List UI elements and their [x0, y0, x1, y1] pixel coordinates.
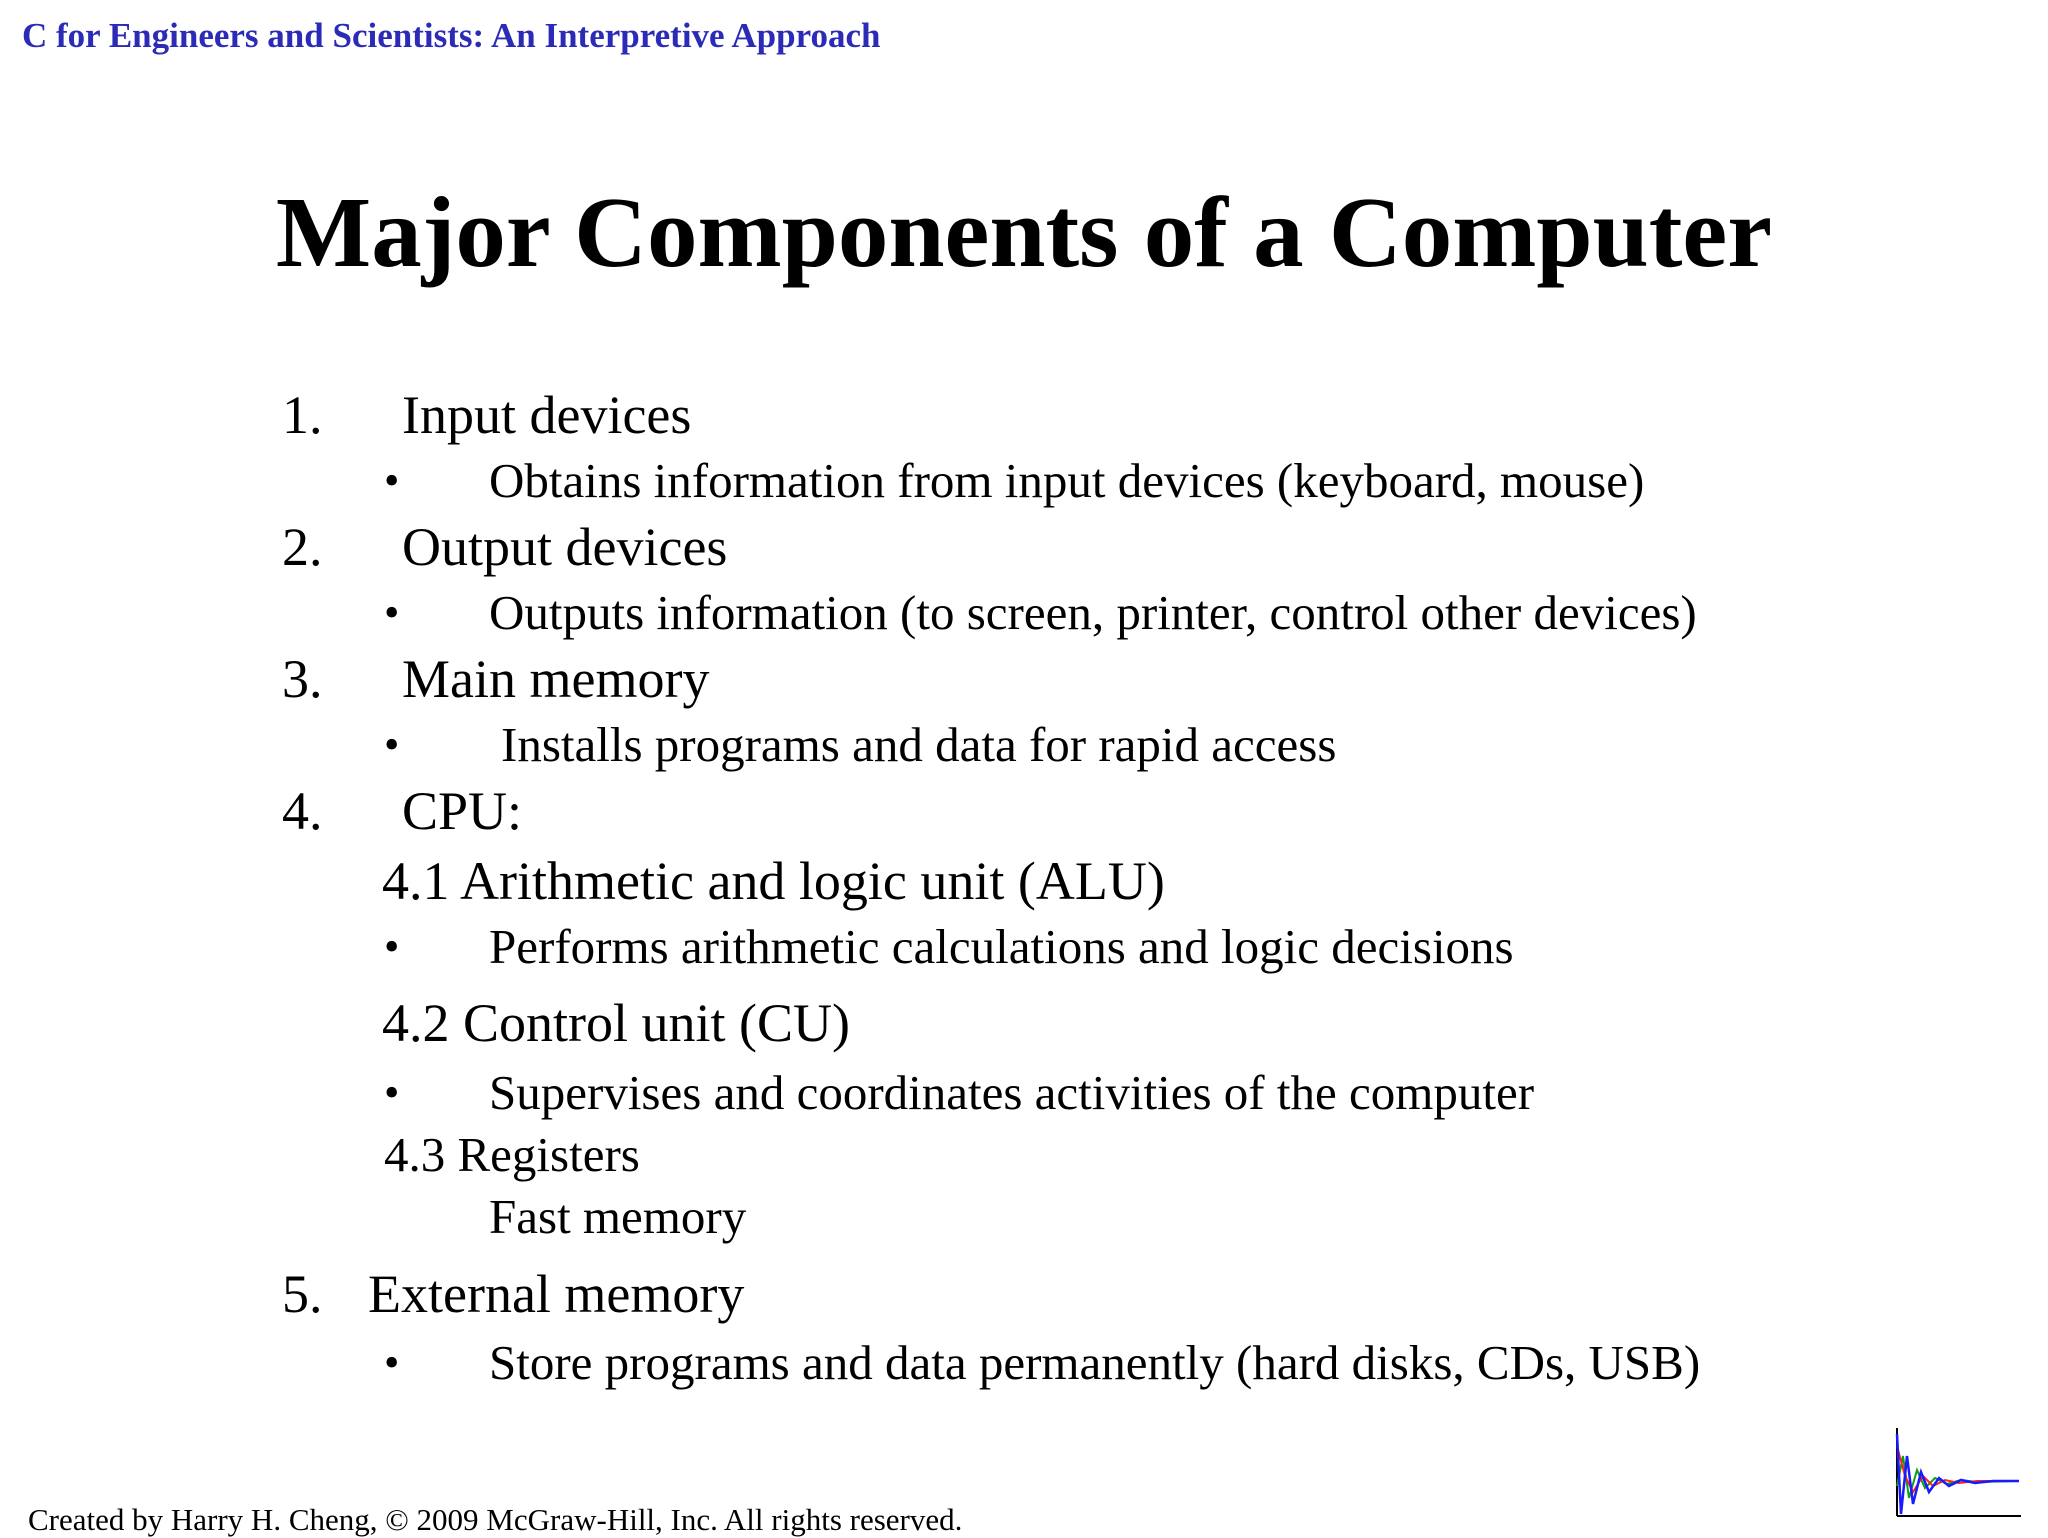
item-number-4: 4.	[282, 781, 323, 841]
subitem-detail-alu: Performs arithmetic calculations and logic decisions	[489, 919, 1514, 974]
bullet-icon: •	[384, 1068, 400, 1117]
item-number-2: 2.	[282, 517, 323, 577]
subitem-detail-control-unit: Supervises and coordinates activities of the computer	[489, 1065, 1535, 1120]
course-title: C for Engineers and Scientists: An Interpretive Approach	[22, 16, 881, 55]
item-number-3: 3.	[282, 649, 323, 709]
bullet-icon: •	[384, 922, 400, 971]
subitem-detail-registers: Fast memory	[489, 1189, 747, 1244]
copyright-footer: Created by Harry H. Cheng, © 2009 McGraw-Hill, Inc. All rights reserved.	[28, 1502, 963, 1537]
item-number-1: 1.	[282, 385, 323, 445]
item-detail-output-devices: Outputs information (to screen, printer, control other devices)	[489, 585, 1697, 640]
bullet-icon: •	[384, 720, 400, 769]
slide-title: Major Components of a Computer	[275, 176, 1773, 288]
subitem-label-control-unit: 4.2 Control unit (CU)	[382, 993, 850, 1053]
bullet-icon: •	[384, 456, 400, 505]
logo-curve-red	[1897, 1446, 2019, 1492]
item-label-input-devices: Input devices	[402, 385, 692, 445]
damped-oscillation-plot-icon	[1893, 1426, 2023, 1518]
item-number-5: 5.	[282, 1264, 323, 1324]
item-label-external-memory: External memory	[368, 1264, 745, 1324]
item-detail-input-devices: Obtains information from input devices (keyboard, mouse)	[489, 453, 1645, 508]
item-label-cpu: CPU:	[402, 781, 523, 841]
item-detail-main-memory: Installs programs and data for rapid access	[501, 717, 1337, 772]
bullet-icon: •	[384, 1338, 400, 1387]
subitem-label-registers: 4.3 Registers	[384, 1127, 640, 1182]
item-label-output-devices: Output devices	[402, 517, 728, 577]
subitem-label-alu: 4.1 Arithmetic and logic unit (ALU)	[382, 851, 1165, 911]
item-label-main-memory: Main memory	[402, 649, 710, 709]
bullet-icon: •	[384, 588, 400, 637]
item-detail-external-memory: Store programs and data permanently (hard disks, CDs, USB)	[489, 1335, 1701, 1390]
